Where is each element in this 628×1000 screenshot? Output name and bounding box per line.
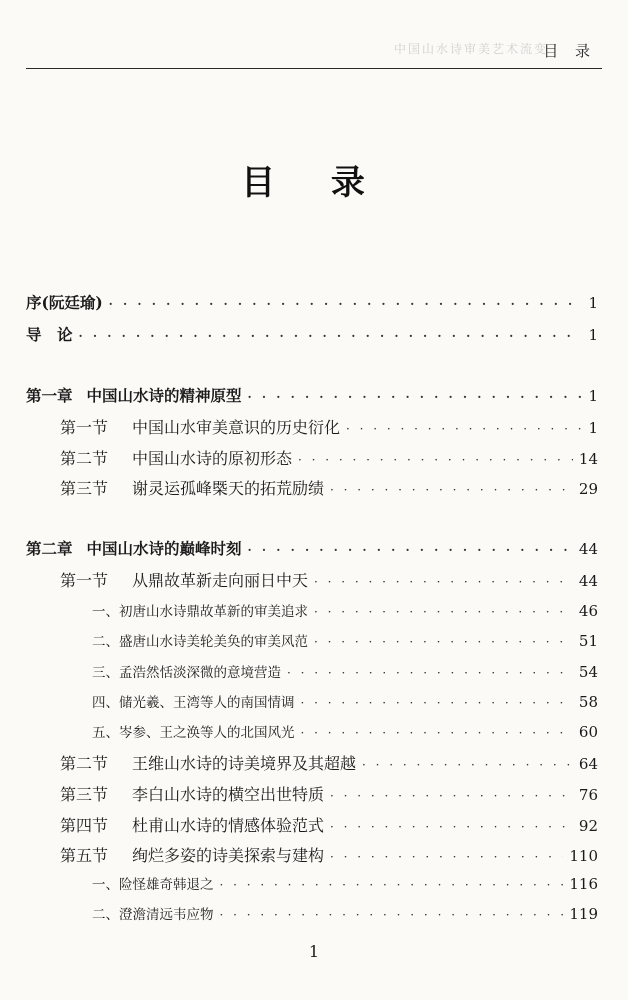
toc-entry-title: 二、盛唐山水诗美轮美奂的审美风范: [92, 634, 308, 650]
toc-page-number: 92: [578, 817, 598, 835]
toc-entry-subsection: [92, 691, 598, 711]
chapter-number: 第二章: [26, 539, 73, 558]
section-number: 第三节: [60, 479, 109, 498]
leader-dots: [314, 635, 573, 649]
toc-entry-title: 导 论: [26, 325, 73, 344]
toc-entry-subsection: [92, 903, 598, 923]
bleed-through-text: 中国山水诗审美艺术流变: [393, 42, 548, 56]
toc-page-number: 1: [588, 326, 598, 344]
toc-entry-section: [60, 751, 598, 774]
toc-entry-title: 杜甫山水诗的情感体验范式: [132, 816, 325, 835]
toc-entry-title: 五、岑参、王之涣等人的北国风光: [92, 725, 295, 741]
toc-entry-chapter-1: [26, 384, 598, 406]
leader-dots: [220, 878, 564, 892]
toc-entry-section: [60, 415, 598, 438]
toc-page-number: 46: [578, 602, 598, 620]
section-number: 第四节: [60, 816, 109, 835]
toc-entry-subsection: [92, 721, 598, 741]
leader-dots: [248, 390, 582, 404]
section-number: 第二节: [60, 449, 109, 468]
toc-entry-title: 一、险怪雄奇韩退之: [92, 877, 214, 893]
toc-page-number: 1: [588, 387, 598, 405]
toc-entry-subsection: [92, 600, 598, 620]
leader-dots: [346, 422, 582, 436]
toc-page-number: 116: [569, 875, 598, 893]
toc-entry-chapter-2: [26, 537, 598, 559]
toc-entry-subsection: [92, 873, 598, 893]
toc-page-number: 119: [569, 905, 598, 923]
section-number: 第二节: [60, 754, 109, 773]
toc-entry-preface: [26, 291, 598, 313]
toc-entry-title: 谢灵运孤峰㮣天的拓荒励绩: [132, 479, 325, 498]
toc-entry-title: 中国山水诗的原初形态: [132, 449, 293, 468]
toc-page-number: 58: [578, 693, 598, 711]
section-number: 第五节: [60, 846, 109, 865]
leader-dots: [298, 453, 573, 467]
toc-entry-section: [60, 782, 598, 805]
toc-entry-title: 中国山水诗的巅峰时刻: [86, 539, 242, 558]
leader-dots: [301, 726, 573, 740]
page-title: 目 录: [241, 163, 387, 203]
leader-dots: [109, 297, 582, 311]
chapter-number: 第一章: [26, 386, 73, 405]
toc-entry-title: 中国山水审美意识的历史衍化: [132, 418, 341, 437]
toc-entry-section: [60, 476, 598, 499]
toc-entry-title: 从鼎故革新走向丽日中天: [132, 571, 309, 590]
toc-page-number: 1: [588, 294, 598, 312]
leader-dots: [330, 850, 563, 864]
toc-entry-intro: [26, 323, 598, 345]
page-number: 1: [308, 942, 320, 961]
toc-page-number: 110: [569, 847, 598, 865]
toc-entry-subsection: [92, 661, 598, 681]
toc-entry-section: [60, 813, 598, 836]
leader-dots: [301, 696, 573, 710]
section-number: 第一节: [60, 418, 109, 437]
toc-page-number: 54: [578, 663, 598, 681]
leader-dots: [330, 483, 573, 497]
toc-entry-section: [60, 446, 598, 469]
leader-dots: [79, 329, 582, 343]
toc-entry-title: 四、储光羲、王湾等人的南国情调: [92, 695, 295, 711]
toc-page-number: 64: [578, 755, 598, 773]
toc-page-number: 29: [578, 480, 598, 498]
toc-entry-title: 一、初唐山水诗鼎故革新的审美追求: [92, 604, 308, 620]
toc-entry-title: 中国山水诗的精神原型: [86, 386, 242, 405]
toc-entry-title: 二、澄澹清远韦应物: [92, 907, 214, 923]
toc-page-number: 60: [578, 723, 598, 741]
leader-dots: [362, 758, 573, 772]
leader-dots: [314, 605, 573, 619]
leader-dots: [314, 575, 573, 589]
toc-entry-title: 李白山水诗的横空出世特质: [132, 785, 325, 804]
leader-dots: [287, 666, 573, 680]
leader-dots: [330, 820, 573, 834]
leader-dots: [330, 789, 573, 803]
toc-page-number: 14: [578, 450, 598, 468]
section-number: 第一节: [60, 571, 109, 590]
leader-dots: [220, 908, 564, 922]
section-number: 第三节: [60, 785, 109, 804]
toc-entry-section: [60, 568, 598, 591]
toc-entry-title: 序(阮廷瑜): [26, 293, 103, 312]
leader-dots: [248, 543, 573, 557]
toc-entry-section: [60, 843, 598, 866]
toc-page-number: 76: [578, 786, 598, 804]
running-header-label: 目 录: [543, 42, 596, 60]
toc-entry-title: 王维山水诗的诗美境界及其超越: [132, 754, 357, 773]
toc-entry-title: 绚烂多姿的诗美探索与建构: [132, 846, 325, 865]
toc-page-number: 1: [588, 419, 598, 437]
toc-entry-subsection: [92, 630, 598, 650]
toc-page-number: 44: [578, 540, 598, 558]
toc-page-number: 51: [578, 632, 598, 650]
toc-entry-title: 三、孟浩然恬淡深微的意境营造: [92, 665, 281, 681]
toc-page-number: 44: [578, 572, 598, 590]
